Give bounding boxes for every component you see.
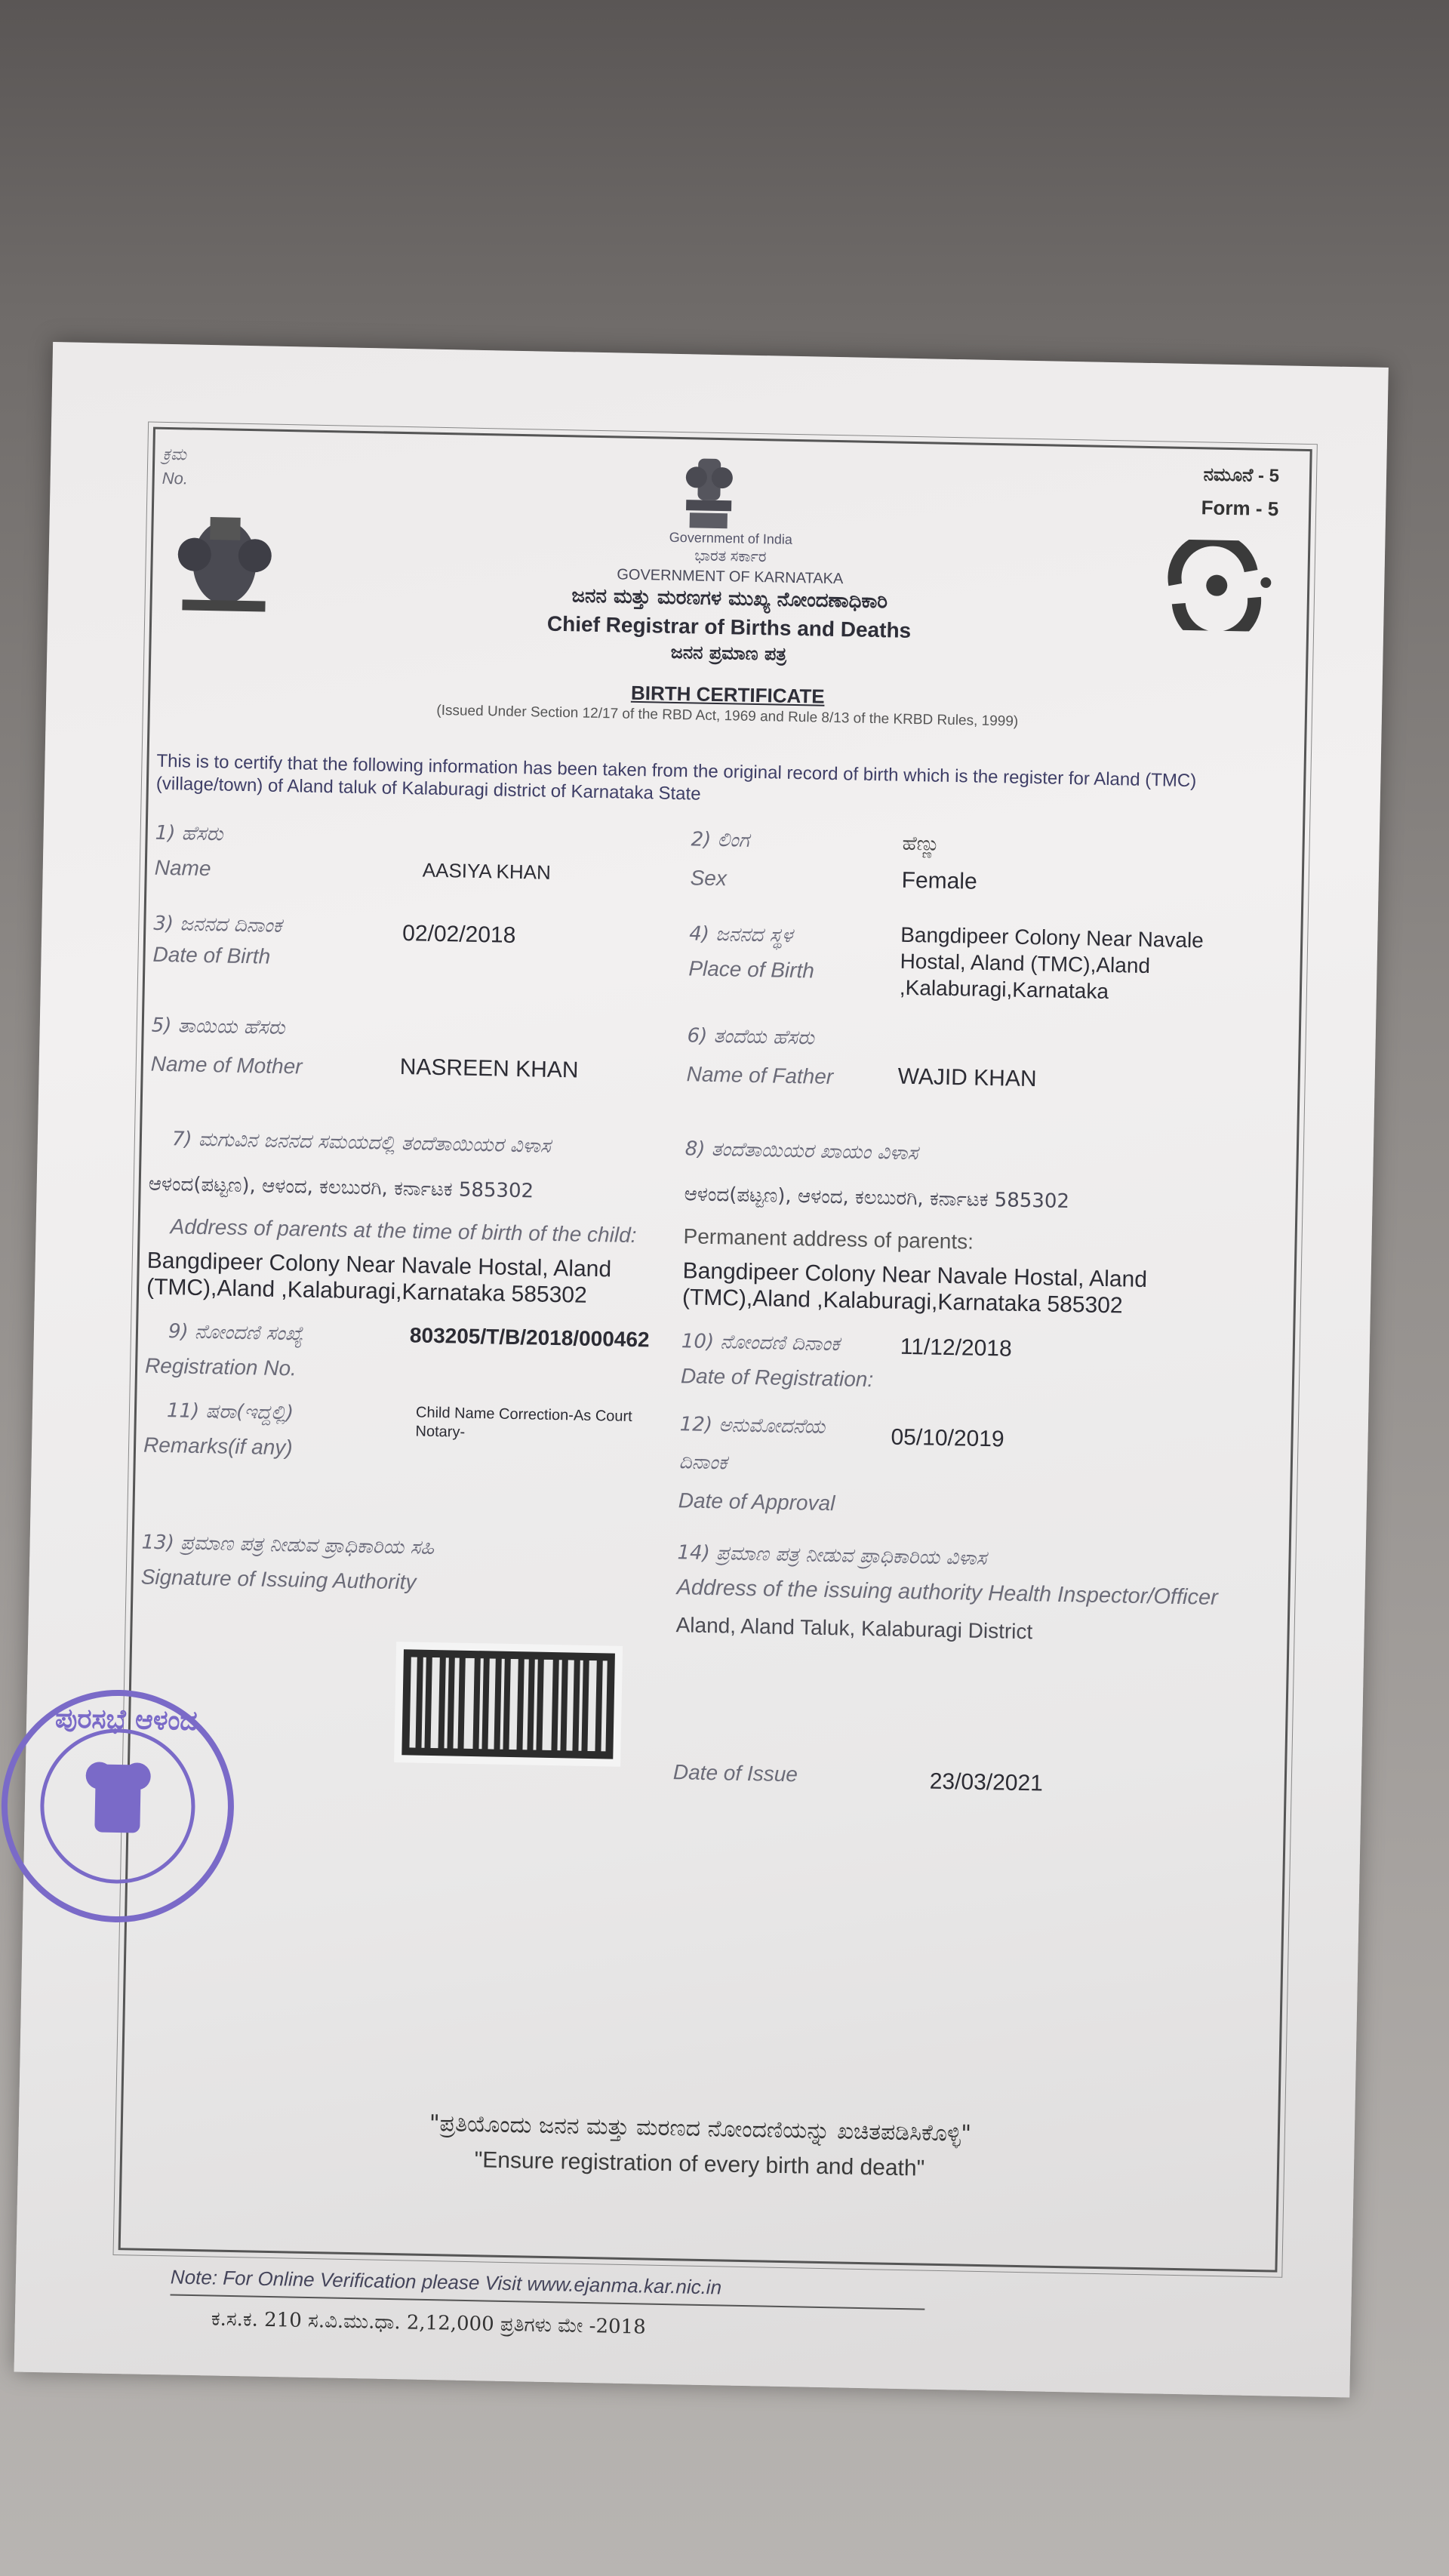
serial-label: No.	[162, 468, 189, 488]
slogan: "Ensure registration of every birth and death"	[474, 2147, 925, 2181]
slogan-kn: "ಪ್ರತಿಯೊಂದು ಜನನ ಮತ್ತು ಮರಣದ ನೋಂದಣಿಯನ್ನು ಖಚಿತಪಡಿಸಿಕೊಳ್ಳಿ"	[429, 2110, 972, 2147]
father-value: WAJID KHAN	[897, 1063, 1037, 1092]
addr-birth-line1: Bangdipeer Colony Near Navale Hostal, Aland	[146, 1248, 612, 1282]
dob-value: 02/02/2018	[401, 921, 516, 948]
approval-value: 05/10/2019	[891, 1424, 1004, 1452]
form-label-kn: ನಮೂನೆ - 5	[1203, 464, 1280, 487]
remarks-value-line1: Child Name Correction-As Court	[415, 1404, 632, 1426]
approval-label: Date of Approval	[678, 1488, 835, 1516]
name-value: AASIYA KHAN	[422, 858, 552, 884]
approval-label-kn: 12) ಅನುಮೋದನೆಯ	[679, 1413, 826, 1439]
signature-label: Signature of Issuing Authority	[140, 1565, 417, 1594]
certificate-frame	[54, 427, 1312, 2273]
sex-value-kn: ಹೆಣ್ಣು	[902, 832, 940, 856]
gov-india-kn: ಭಾರತ ಸರ್ಕಾರ	[694, 547, 767, 566]
signature-label-kn: 13) ಪ್ರಮಾಣ ಪತ್ರ ನೀಡುವ ಪ್ರಾಧಿಕಾರಿಯ ಸಹಿ	[141, 1531, 435, 1559]
gov-india: Government of India	[669, 529, 793, 547]
addr-perm-kn: ಆಳಂದ(ಪಟ್ಟಣ), ಆಳಂದ, ಕಲಬುರಗಿ, ಕರ್ನಾಟಕ 585302	[684, 1183, 1070, 1214]
certificate-paper	[14, 342, 1389, 2397]
addr-perm-line2: (TMC),Aland ,Kalaburagi,Karnataka 585302	[681, 1285, 1123, 1319]
issue-date-value: 23/03/2021	[929, 1768, 1044, 1796]
addr-birth-kn: ಆಳಂದ(ಪಟ್ಟಣ), ಆಳಂದ, ಕಲಬುರಗಿ, ಕರ್ನಾಟಕ 585302	[148, 1172, 534, 1203]
reg-no-label-kn: 9) ನೋಂದಣಿ ಸಂಖ್ಯೆ	[168, 1320, 303, 1346]
municipal-stamp	[0, 1679, 245, 1933]
certificate-title: BIRTH CERTIFICATE	[630, 681, 825, 708]
authority-addr-line2: Aland, Aland Taluk, Kalaburagi District	[675, 1613, 1033, 1644]
pob-value-line3: ,Kalaburagi,Karnataka	[899, 975, 1109, 1004]
sex-label: Sex	[690, 866, 728, 891]
father-label: Name of Father	[686, 1062, 834, 1089]
name-label: Name	[154, 855, 211, 881]
reg-date-value: 11/12/2018	[900, 1334, 1013, 1362]
addr-birth-label: Address of parents at the time of birth of the child:	[170, 1214, 637, 1248]
name-label-kn: 1) ಹೆಸರು	[155, 821, 223, 846]
pob-label-kn: 4) ಜನನದ ಸ್ಥಳ	[688, 922, 793, 947]
issued-under: (Issued Under Section 12/17 of the RBD Act, 1969 and Rule 8/13 of the KRBD Rules, 1999)	[436, 702, 1019, 730]
dob-label: Date of Birth	[152, 942, 271, 968]
verification-note: Note: For Online Verification please Visit www.ejanma.kar.nic.in	[170, 2265, 722, 2299]
registrar-kn: ಜನನ ಮತ್ತು ಮರಣಗಳ ಮುಖ್ಯ ನೋಂದಣಾಧಿಕಾರಿ	[571, 584, 888, 614]
print-line: ಕ.ಸ.ಕ. 210 ಸ.ವಿ.ಮು.ಧಾ. 2,12,000 ಪ್ರತಿಗಳು ಮೇ -2018	[211, 2307, 646, 2339]
reg-date-label: Date of Registration:	[680, 1364, 874, 1392]
remarks-value-line2: Notary-	[415, 1423, 466, 1441]
addr-perm-label: Permanent address of parents:	[683, 1224, 974, 1254]
sex-value: Female	[901, 867, 978, 894]
remarks-label-kn: 11) ಷರಾ(ಇದ್ದಲ್ಲಿ)	[166, 1399, 294, 1425]
stamp-ring-text: ಪುರಸಭೆ ಆಳಂದ	[54, 1703, 198, 1737]
mother-label: Name of Mother	[150, 1051, 303, 1079]
dob-label-kn: 3) ಜನನದ ದಿನಾಂಕ	[153, 912, 282, 937]
addr-birth-label-kn: 7) ಮಗುವಿನ ಜನನದ ಸಮಯದಲ್ಲಿ ತಂದೆತಾಯಿಯರ ವಿಳಾಸ	[171, 1128, 551, 1158]
pob-value-line1: Bangdipeer Colony Near Navale	[900, 922, 1204, 953]
reg-no-value: 803205/T/B/2018/000462	[409, 1323, 650, 1352]
reg-no-label: Registration No.	[144, 1353, 297, 1380]
reg-date-label-kn: 10) ನೋಂದಣಿ ದಿನಾಂಕ	[681, 1330, 840, 1356]
qr-code	[394, 1642, 623, 1767]
addr-birth-line2: (TMC),Aland ,Kalaburagi,Karnataka 585302	[146, 1274, 588, 1308]
authority-addr-line1: Address of the issuing authority Health Inspector/Officer	[676, 1575, 1219, 1610]
mother-value: NASREEN KHAN	[399, 1054, 579, 1083]
father-label-kn: 6) ತಂದೆಯ ಹೆಸರು	[687, 1024, 815, 1050]
issue-date-label: Date of Issue	[672, 1760, 798, 1787]
authority-addr-label-kn: 14) ಪ್ರಮಾಣ ಪತ್ರ ನೀಡುವ ಪ್ರಾಧಿಕಾರಿಯ ವಿಳಾಸ	[677, 1541, 987, 1571]
sex-label-kn: 2) ಲಿಂಗ	[691, 828, 750, 852]
pob-label: Place of Birth	[688, 956, 815, 983]
approval-label-kn2: ದಿನಾಂಕ	[678, 1451, 728, 1475]
registrar-title: Chief Registrar of Births and Deaths	[546, 611, 912, 642]
ashoka-emblem-icon	[666, 451, 751, 535]
intro-text: This is to certify that the following information has been taken from the original record of birth which is the register for Aland (TMC) (village/town) of Aland taluk of Kalaburagi district of Karnataka State	[155, 750, 1197, 805]
footer-divider	[170, 2294, 924, 2310]
certificate-title-kn: ಜನನ ಪ್ರಮಾಣ ಪತ್ರ	[670, 641, 787, 665]
form-label: Form - 5	[1201, 496, 1279, 521]
pob-value-line2: Hostal, Aland (TMC),Aland	[900, 949, 1151, 978]
remarks-label: Remarks(if any)	[143, 1433, 293, 1460]
addr-perm-line1: Bangdipeer Colony Near Navale Hostal, Aland	[682, 1258, 1148, 1293]
mother-label-kn: 5) ತಾಯಿಯ ಹೆಸರು	[151, 1014, 285, 1040]
addr-perm-label-kn: 8) ತಂದೆತಾಯಿಯರ ಖಾಯಂ ವಿಳಾಸ	[685, 1137, 918, 1165]
gov-karnataka: GOVERNMENT OF KARNATAKA	[617, 566, 844, 588]
serial-label-kn: ಕ್ರಮ	[162, 444, 187, 464]
